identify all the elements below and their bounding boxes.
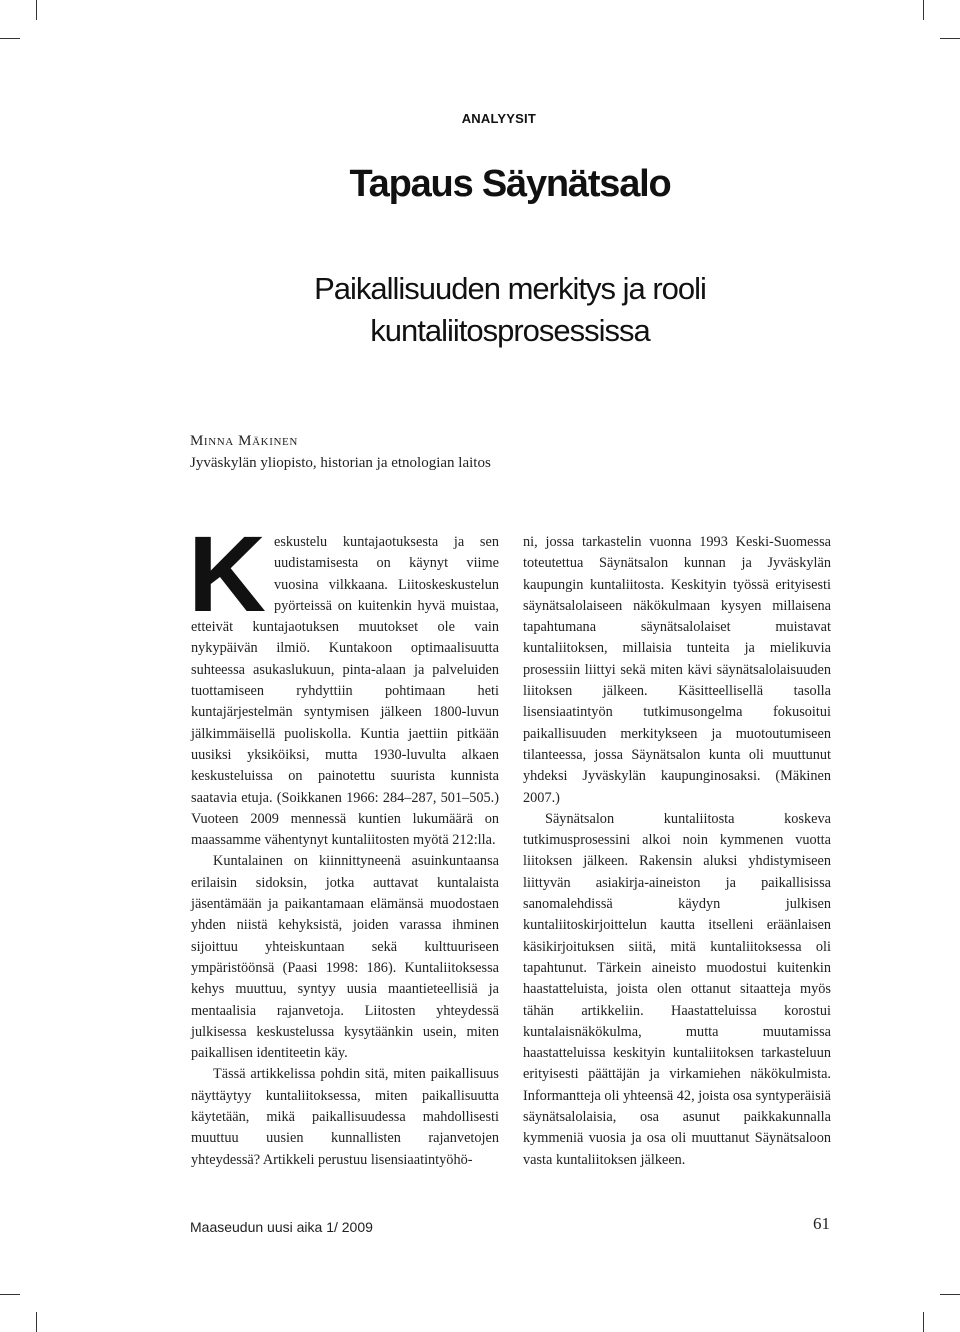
body-paragraph: Kuntalainen on kiinnittyneenä asuinkuntaansa erilaisin sidoksin, jotka auttavat kuntalaista jäsentämään ja paikantamaan elämänsä muodostaen yhden niistä kehyksistä, joiden varassa ihminen sijoittuu yhteiskuntaan sekä kulttuuriseen ympäristöönsä (Paasi 1998: 186). Kuntaliitoksessa kehys muuttuu, syntyy uusia maantieteellisiä ja mentaalisia rajanvetoja. Liitosten yhteydessä julkisessa keskustelussa kysytäänkin usein, miten paikallisen identiteetin käy.: [191, 853, 499, 1062]
subtitle-line: kuntaliitosprosessissa: [370, 313, 650, 348]
body-paragraph: Tässä artikkelissa pohdin sitä, miten paikallisuus näyttäytyy kuntaliitoksessa, miten paikallisuutta käytetään, mikä paikallisuudessa mahdollisesti muuttuu uusien kunnallisten rajanvetojen yhteydessä? Artikkeli perustuu lisensiaatintyöhö-: [191, 1066, 499, 1168]
crop-mark: [36, 1312, 37, 1332]
author-name: Minna Mäkinen: [190, 433, 298, 449]
text-column-right: [523, 532, 831, 1171]
page-number: 61: [813, 1214, 830, 1233]
crop-mark: [36, 0, 37, 20]
crop-mark: [0, 1294, 20, 1295]
journal-footer: Maaseudun uusi aika 1/ 2009: [190, 1219, 373, 1235]
article-subtitle: [0, 268, 960, 352]
crop-mark: [940, 1294, 960, 1295]
author-affiliation: Jyväskylän yliopisto, historian ja etnologian laitos: [190, 455, 491, 471]
section-label: ANALYYSIT: [461, 111, 536, 126]
crop-mark: [940, 38, 960, 39]
drop-cap: K: [188, 513, 266, 634]
subtitle-line: Paikallisuuden merkitys ja rooli: [314, 271, 706, 306]
body-paragraph: ni, jossa tarkastelin vuonna 1993 Keski-Suomessa toteutettua Säynätsalon kunnan ja Jyväskylän kaupungin kuntaliitosta. Keskityin työssä erityisesti säynätsalolaiseen näkökulmaan kysyen millaisena tapahtumana säynätsalolaiset muistavat kuntaliitoksen, millaisia tunteita ja mielikuvia prosessiin liittyi sekä miten kävi säynätsalolaisuuden liitoksen jälkeen. Käsitteellisellä tasolla lisensiaatintyön tutkimusongelma fokusoitui paikallisuuden merkitykseen ja muotoutumiseen tilanteessa, jossa Säynätsalon kunta oli muuttunut yhdeksi Jyväskylän kaupunginosaksi. (Mäkinen 2007.): [523, 534, 831, 806]
body-paragraph: Säynätsalon kuntaliitosta koskeva tutkimusprosessini alkoi noin kymmenen vuotta liitoksen jälkeen. Rakensin aluksi yhdistymiseen liittyvän asiakirja-aineiston ja paikallisissa sanomalehdissä käydyn julkisen kuntaliitoskirjoittelun kautta itselleni eräänlaisen käsikirjoituksen siitä, mitä kuntaliitoksessa oli tapahtunut. Tärkein aineisto muodostui kuitenkin haastatteluista, joista olen ottanut sitaatteja myös tähän artikkeliin. Haastatteluissa korostui kuntalaisnäkökulma, mutta muutamissa haastatteluissa keskityin kuntaliitoksen tarkasteluun erityisesti päättäjän ja virkamiehen näkökulmista. Informantteja oli yhteensä 42, joista osa syntyperäisiä säynätsalolaisia, osa asunut paikkakunnalla kymmeniä vuosia ja osa oli muuttanut Säynätsaloon vasta kuntaliitoksen jälkeen.: [523, 810, 831, 1168]
crop-mark: [923, 1312, 924, 1332]
body-paragraph: Keskustelu kuntajaotuksesta ja sen uudistamisesta on käynyt viime vuosina vilkkaana. Liitoskeskustelun pyörteissä on kuitenkin hyvä muistaa, etteivät kuntajaotuksen muutokset ole vain nykypäivän ilmiö. Kuntakoon optimaalisuutta suhteessa asukaslukuun, pinta-alaan ja palveluiden tuottamiseen ryhdyttiin pohtimaan heti kuntajärjestelmän syntymisen jälkeen 1800-luvun jälkimmäisellä puoliskolla. Kuntia jaettiin pitkään uusiksi yksiköiksi, mutta 1930-luvulta alkaen keskusteluissa on painotettu suurista kunnista saatavia etuja. (Soikkanen 1966: 284–287, 501–505.) Vuoteen 2009 mennessä kuntien lukumäärä on maassamme vähentynyt kuntaliitosten myötä 212:lla.: [188, 513, 499, 849]
crop-mark: [0, 38, 20, 39]
crop-mark: [923, 0, 924, 20]
text-column-left: [188, 513, 499, 1171]
article-title: Tapaus Säynätsalo: [349, 163, 671, 205]
